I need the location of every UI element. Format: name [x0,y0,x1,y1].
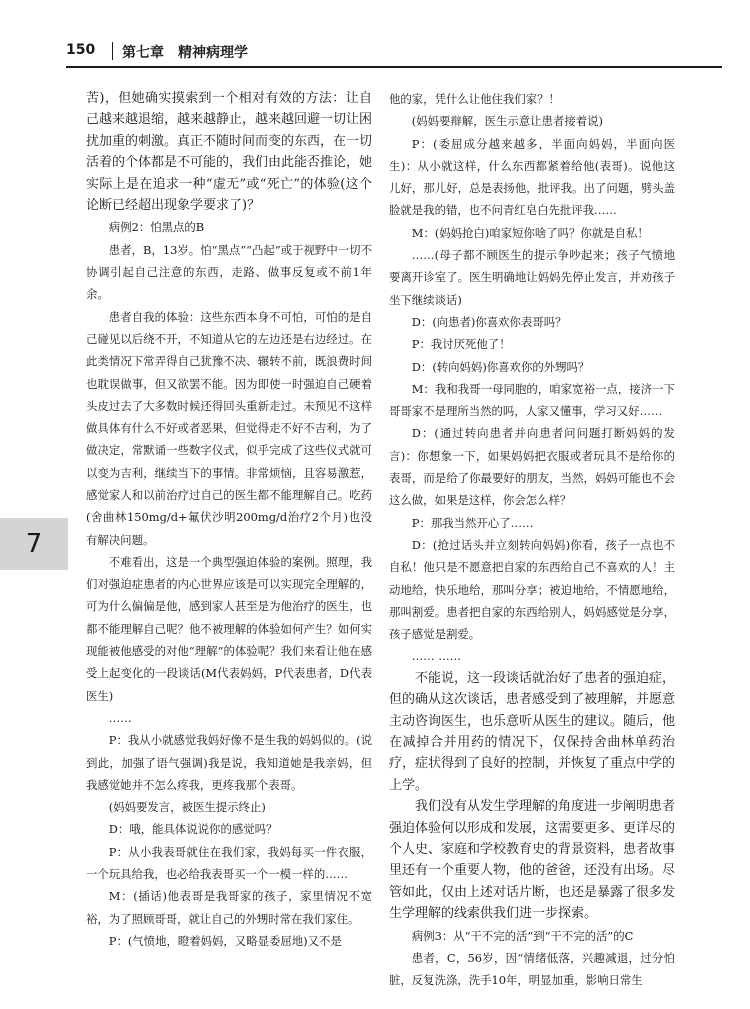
paragraph: …… …… [411,649,461,664]
paragraph: P：(委屈成分越来越多，半面向妈妈，半面向医生)：从小就这样，什么东西都紧着给他(表哥)。说他这儿好，那儿好，总是表扬他，批评我。出了问题，劈头盖脸就是我的错，也不问青红皂白先批评我…… [389,136,675,218]
page-number: 150 [66,42,96,58]
paragraph: (妈妈要发言，被医生提示终止) [108,800,266,815]
paragraph: D：哦，能具体说说你的感觉吗？ [108,822,278,837]
paragraph: 病例2：怕黑点的B [108,220,205,235]
paragraph: 患者，C，56岁，因“情绪低落，兴趣减退，过分怕脏，反复洗涤，洗手10年，明显加重，影响日常生 [389,950,675,988]
paragraph: 患者自我的体验：这些东西本身不可怕，可怕的是自己碰见以后绕不开，不知道从它的左边还是右边经过。在此类情况下常弄得自己犹豫不决、辗转不前，既浪费时间也耽误做事，但又欲罢不能。因为即使一时强迫自己硬着头皮过去了大多数时候还得回头重新走过。未预见不这样做具体有什么不好或者恶果，但觉得走不好不吉利，为了做决定，常默诵一些数字仪式，似乎完成了这些仪式就可以变为吉利，继续当下的事情。非常烦恼，且容易激惹，感觉家人和以前治疗过自己的医生都不能理解自己。吃药(舍曲林150mg/d+氟伏沙明200mg/d治疗2个月)也没有解决问题。 [86,309,372,547]
paragraph: 病例3：从“干不完的活”到“干不完的活”的C [411,928,634,943]
header-divider [112,42,113,60]
chapter-thumb-tab: 7 [0,518,68,570]
paragraph: P：那我当然开心了…… [411,515,534,530]
right-text-column [389,88,675,991]
chapter-title: 第七章 精神病理学 [122,45,248,61]
paragraph: M：(插话)他表哥是我哥家的孩子，家里情况不宽裕，为了照顾哥哥，就让自己的外甥时常在我们家住。 [86,889,372,926]
paragraph: P：我讨厌死他了！ [411,337,511,352]
paragraph: P：(气愤地，瞪着妈妈，又略显委屈地)又不是 [108,933,342,948]
paragraph: 不难看出，这是一个典型强迫体验的案例。照理，我们对强迫症患者的内心世界应该是可以实现完全理解的，可为什么偏偏是他，感到家人甚至是为他治疗的医生，也都不能理解自己呢？他不被理解的体验如何产生？如何实现能被他感受的对他“理解”的体验呢？我们来看让他在感受上起变化的一段谈话(M代表妈妈，P代表患者，D代表医生) [86,554,372,703]
paragraph: D：(抢过话头并立刻转向妈妈)你看，孩子一点也不自私！他只是不愿意把自家的东西给自己不喜欢的人！主动地给，快乐地给，那叫分享；被迫地给，不情愿地给，那叫割爱。患者把自家的东西给别人，妈妈感觉是分享，孩子感觉是割爱。 [389,537,675,642]
paragraph: D：(通过转向患者并向患者问问题打断妈妈的发言)：你想象一下，如果妈妈把衣服或者玩具不是给你的表哥，而是给了你最要好的朋友，当然，妈妈可能也不会这么做，如果是这样，你会怎么样？ [389,426,675,508]
running-header [66,40,722,68]
paragraph: P：从小我表哥就住在我们家，我妈每买一件衣服，一个玩具给我，也必给我表哥买一个一模一样的…… [86,844,372,882]
paragraph: M：(妈妈抢白)咱家短你啥了吗？你就是自私！ [411,225,649,240]
paragraph: ……(母子都不顾医生的提示争吵起来；孩子气愤地要离开诊室了。医生明确地让妈妈先停止发言，并劝孩子坐下继续谈话) [389,248,675,307]
paragraph: 患者，B，13岁。怕“黑点”“凸起”或于视野中一切不协调引起自己注意的东西，走路、做事反复或不前1年余。 [86,242,372,302]
left-text-column [86,88,372,952]
paragraph: 不能说，这一段谈话就治好了患者的强迫症，但的确从这次谈话，患者感受到了被理解，并愿意主动咨询医生，也乐意听从医生的建议。随后，他在减掉合并用药的情况下，仅保持舍曲林单药治疗，症状得到了良好的控制，并恢复了重点中学的上学。 [389,670,676,793]
paragraph: D：(转向妈妈)你喜欢你的外甥吗？ [411,359,590,374]
paragraph: D：(向患者)你喜欢你表哥吗？ [411,314,567,329]
paragraph: M：我和我哥一母同胞的，咱家宽裕一点，接济一下哥哥家不是理所当然的吗，人家又懂事，学习又好…… [389,381,675,419]
paragraph: (妈妈要辩解，医生示意让患者接着说) [411,114,603,129]
paragraph: 苦)，但她确实摸索到一个相对有效的方法：让自己越来越退缩，越来越静止，越来越回避一切让困扰加重的刺激。真正不随时间而变的东西，在一切活着的个体都是不可能的，我们由此能否推论，她实际上是在追求一种“虚无”或“死亡”的体验(这个论断已经超出现象学要求了)？ [86,91,373,214]
paragraph: …… [108,710,132,725]
paragraph: 我们没有从发生学理解的角度进一步阐明患者强迫体验何以形成和发展，这需要更多、更详尽的个人史、家庭和学校教育史的背景资料，患者故事里还有一个重要人物，他的爸爸，还没有出场。尽管如此，仅由上述对话片断，也还是暴露了很多发生学理解的线索供我们进一步探索。 [389,799,676,922]
paragraph: P：我从小就感觉我妈好像不是生我的妈妈似的。(说到此，加强了语气强调)我是说，我知道她是我亲妈，但我感觉她并不怎么疼我，更疼我那个表哥。 [86,733,372,792]
paragraph: 他的家，凭什么让他住我们家？！ [389,92,560,106]
